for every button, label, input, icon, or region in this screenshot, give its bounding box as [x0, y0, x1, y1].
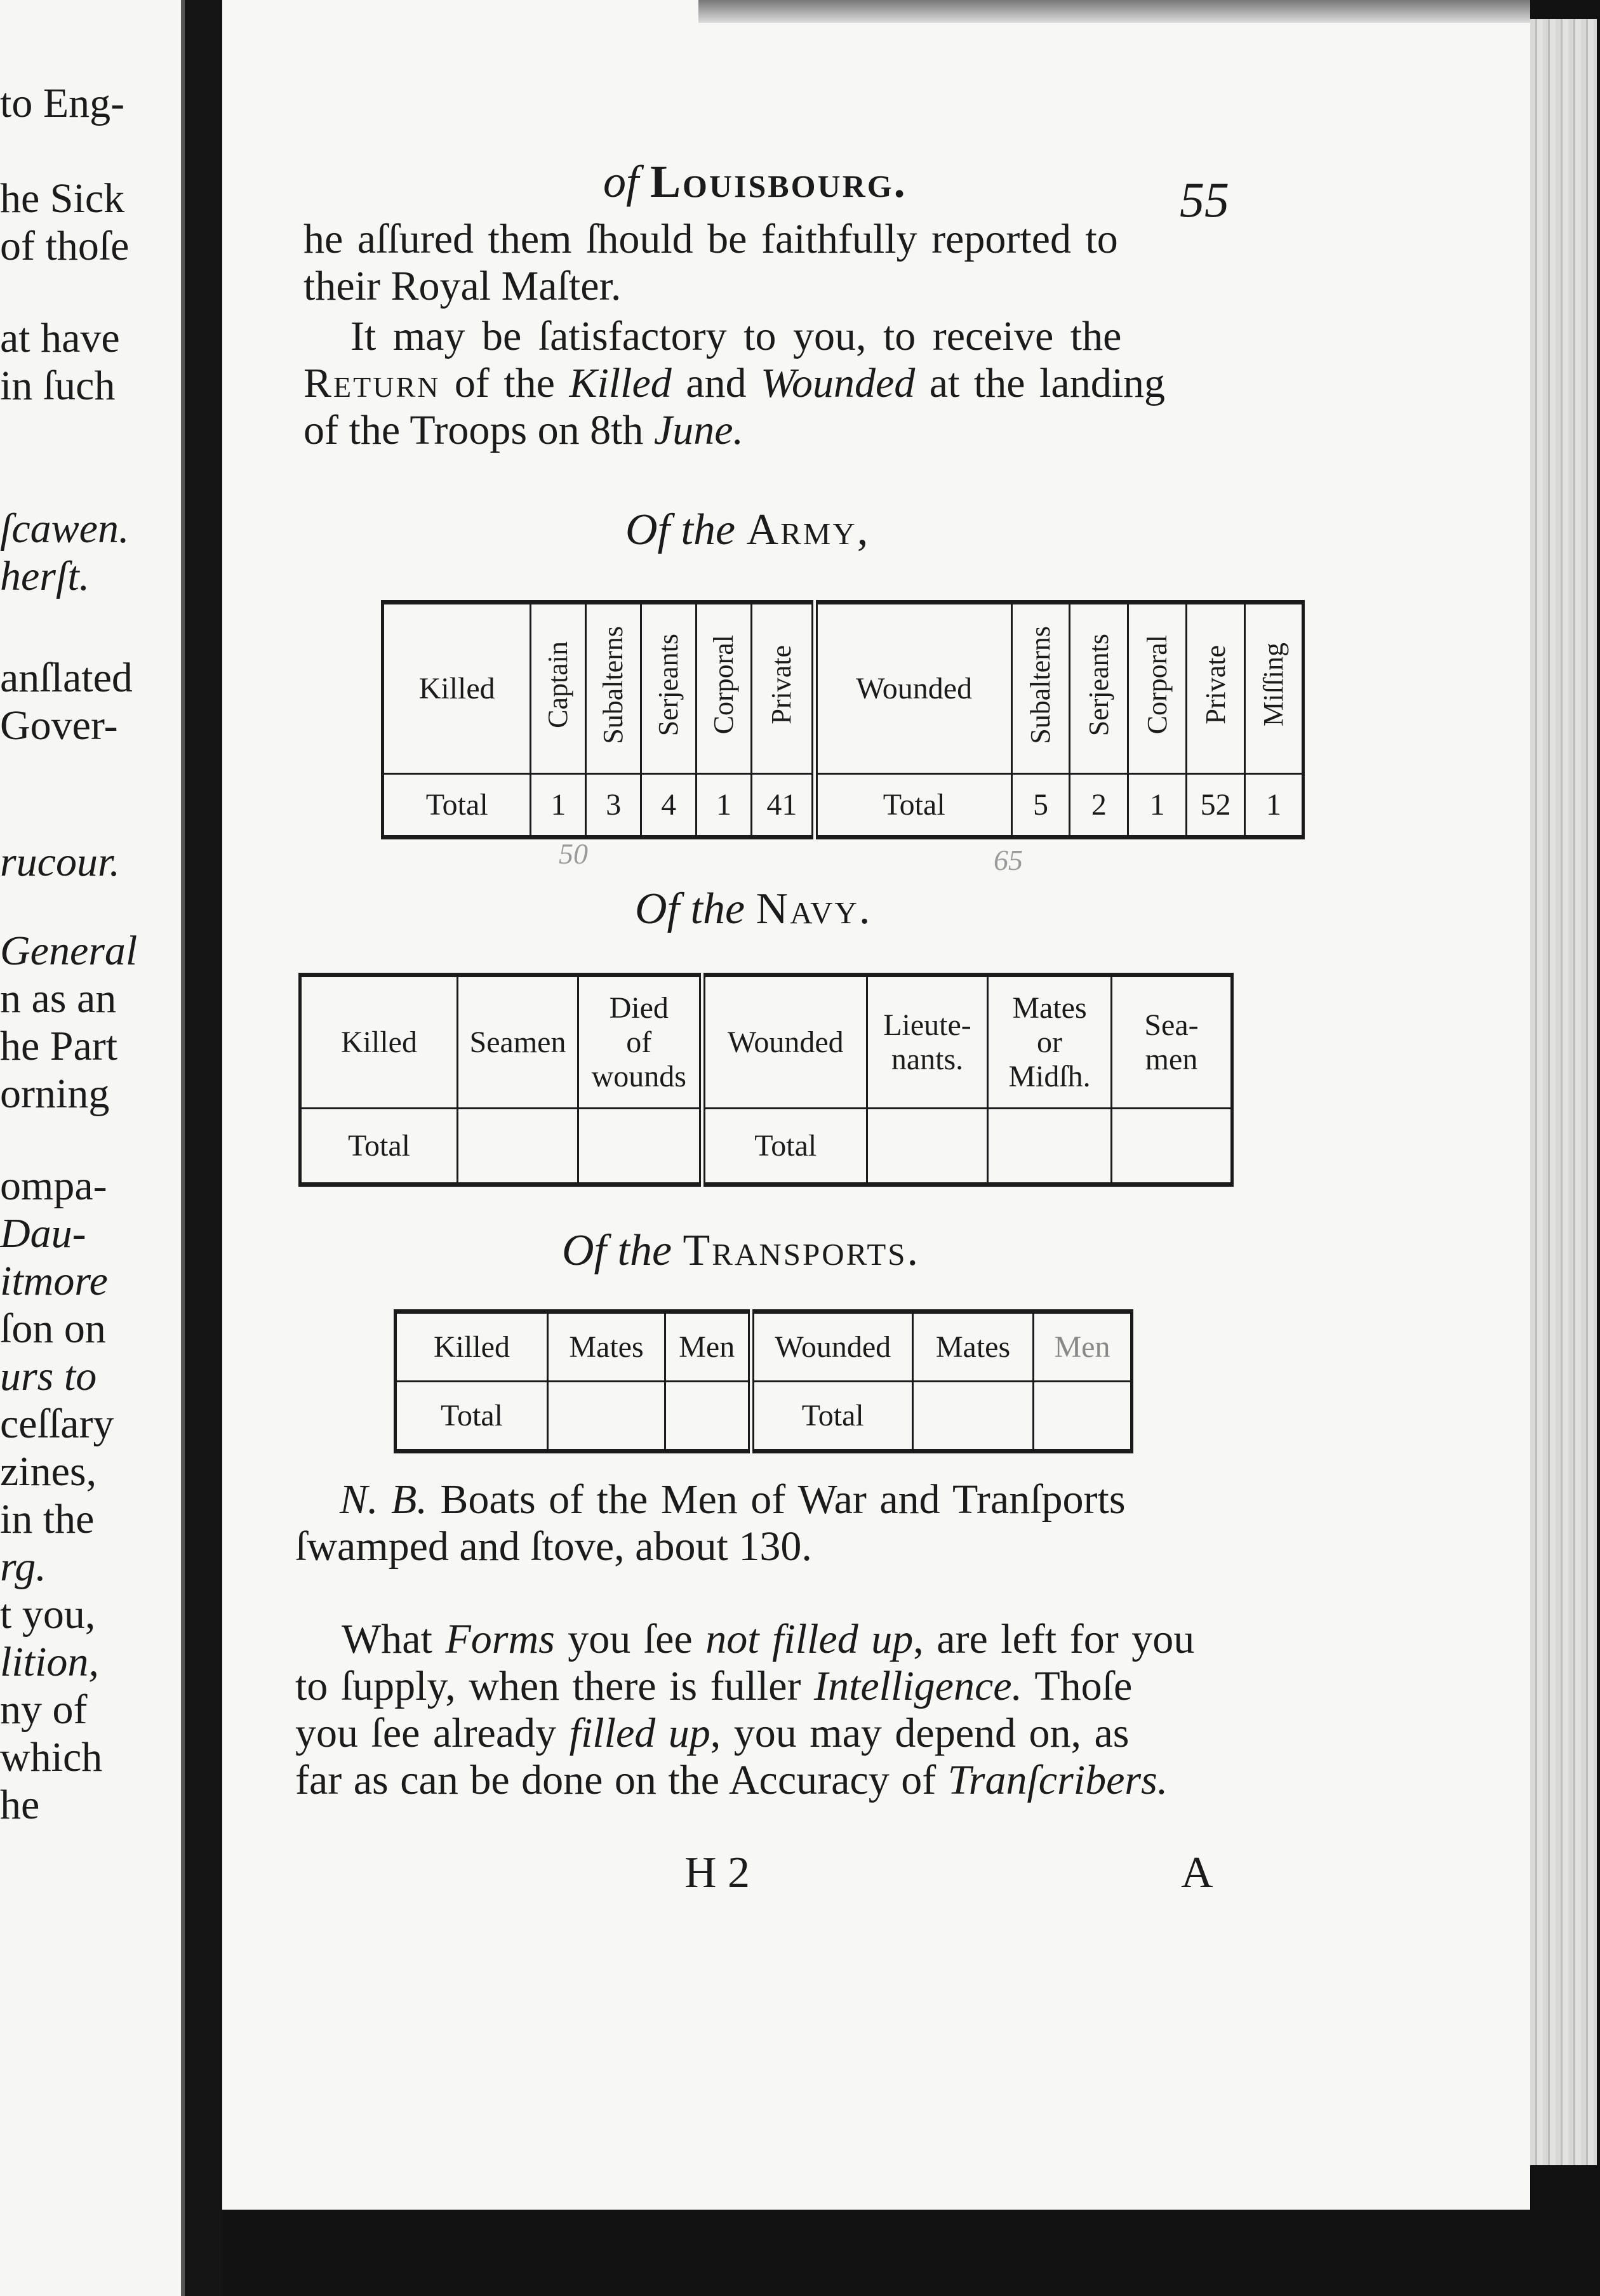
army-title-of: Of the	[625, 505, 736, 554]
book-gutter	[185, 0, 223, 2296]
transports-col-mates2: Mates	[913, 1312, 1034, 1382]
left-page-line: he	[0, 1782, 40, 1828]
left-page-line: he Sick	[0, 175, 125, 222]
right-page	[222, 0, 1530, 2210]
army-val-w-subalterns: 5	[1011, 774, 1070, 838]
navy-col-mates-l3: Midſh.	[1008, 1059, 1091, 1093]
army-wounded-total-label: Total	[815, 774, 1011, 838]
left-page-line: ompa-	[0, 1163, 107, 1209]
closing-line-3	[295, 1710, 1129, 1757]
army-col-serjeants	[641, 603, 697, 774]
navy-col-mates-l1: Mates	[1012, 991, 1087, 1025]
nb-label: N. B.	[340, 1476, 427, 1523]
navy-title	[635, 884, 872, 935]
return-word: Return	[303, 360, 441, 406]
transports-total-label: Total	[396, 1382, 548, 1452]
army-killed-total-label: Total	[383, 774, 531, 838]
navy-col-seamen2-l2: men	[1145, 1042, 1198, 1076]
left-page-line: anſlated	[0, 655, 133, 701]
left-page-line: which	[0, 1734, 103, 1780]
navy-col-seamen2-l1: Sea-	[1144, 1008, 1199, 1042]
page-number: 55	[1180, 172, 1229, 227]
left-page	[0, 0, 185, 2296]
navy-col-died	[578, 975, 702, 1109]
army-val-captain: 1	[531, 774, 586, 838]
page-top-shadow	[698, 0, 1530, 23]
left-page-line: General	[0, 928, 138, 974]
left-page-line: at have	[0, 315, 120, 361]
army-col-w-serjeants-label: Serjeants	[1083, 633, 1114, 737]
nb-line-1	[340, 1476, 1126, 1523]
navy-col-mates	[988, 975, 1112, 1109]
transports-table	[394, 1309, 1133, 1453]
army-table	[381, 600, 1305, 839]
navy-col-seamen2	[1112, 975, 1232, 1109]
body-line-2: their Royal Maſter.	[303, 263, 622, 309]
handwritten-note-killed: 50	[559, 838, 588, 870]
navy-col-lieutenants	[867, 975, 988, 1109]
closing-l1-d: not filled up	[705, 1616, 914, 1662]
army-col-w-subalterns-label: Subalterns	[1025, 625, 1057, 744]
handwritten-note-wounded: 65	[994, 844, 1023, 876]
body-line-4d: and	[671, 360, 761, 406]
army-col-w-corporal	[1128, 603, 1187, 774]
navy-title-word: Navy.	[756, 884, 872, 933]
navy-total-seamen2	[1112, 1109, 1232, 1185]
body-line-3: It may be ſatisfactory to you, to receive the	[350, 313, 1122, 359]
body-line-5a: of the Troops on 8th	[303, 407, 654, 453]
left-page-line: he Part	[0, 1023, 118, 1069]
army-val-subalterns: 3	[586, 774, 641, 838]
army-col-subalterns	[586, 603, 641, 774]
nb-line-1-text: Boats of the Men of War and Tranſports	[427, 1476, 1126, 1523]
army-col-captain	[531, 603, 586, 774]
army-col-w-subalterns	[1011, 603, 1070, 774]
army-col-private	[751, 603, 814, 774]
body-line-1: he aſſured them ſhould be faithfully reported to	[303, 216, 1118, 262]
closing-l4-a: far as can be done on the Accuracy of	[295, 1757, 948, 1803]
closing-l2-b: Intelligence.	[814, 1663, 1023, 1709]
closing-l4-b: Tranſcribers.	[947, 1757, 1168, 1803]
closing-l3-a: you ſee already	[295, 1710, 570, 1756]
left-page-line: rucour.	[0, 839, 120, 885]
army-killed-label: Killed	[383, 603, 531, 774]
army-title	[625, 505, 870, 556]
navy-wounded-total-label: Total	[702, 1109, 867, 1185]
navy-table	[298, 973, 1234, 1187]
navy-col-mates-l2: or	[1037, 1025, 1062, 1059]
transports-killed-label: Killed	[396, 1312, 548, 1382]
navy-col-died-l2: of	[626, 1025, 652, 1059]
transports-total-mates	[548, 1382, 665, 1452]
army-col-w-missing-label: Miſſing	[1258, 643, 1290, 727]
navy-col-lieut-l2: nants.	[891, 1042, 964, 1076]
army-col-subalterns-label: Subalterns	[597, 625, 629, 744]
army-val-w-missing: 1	[1245, 774, 1303, 838]
left-page-line: ſcawen.	[0, 505, 130, 552]
closing-l3-b: filled up	[569, 1710, 710, 1756]
left-page-line: itmore	[0, 1258, 108, 1304]
transports-total-men	[665, 1382, 751, 1452]
closing-l1-b: Forms	[445, 1616, 555, 1662]
closing-l1-c: you ſee	[554, 1616, 706, 1662]
left-page-line: ſon on	[0, 1305, 106, 1352]
army-title-word: Army,	[746, 505, 870, 554]
closing-l2-a: to ſupply, when there is fuller	[295, 1663, 815, 1709]
killed-word: Killed	[569, 360, 672, 406]
army-col-serjeants-label: Serjeants	[653, 633, 684, 737]
closing-l2-c: Thoſe	[1022, 1663, 1133, 1709]
army-wounded-label: Wounded	[815, 603, 1011, 774]
army-col-w-serjeants	[1070, 603, 1128, 774]
left-page-line: in ſuch	[0, 363, 116, 409]
left-page-line: of thoſe	[0, 223, 130, 269]
running-head-of: of	[603, 156, 639, 207]
left-page-line: rg.	[0, 1544, 46, 1590]
june-word: June.	[653, 407, 744, 453]
transports-total-men2	[1034, 1382, 1132, 1452]
left-page-line: in the	[0, 1496, 95, 1542]
left-page-line: zines,	[0, 1448, 97, 1495]
closing-l1-e: , are left for you	[913, 1616, 1195, 1662]
navy-killed-label: Killed	[300, 975, 458, 1109]
left-page-line: ny of	[0, 1686, 88, 1733]
navy-col-died-l3: wounds	[591, 1059, 686, 1093]
navy-total-seamen	[458, 1109, 578, 1185]
left-page-line: t you,	[0, 1591, 96, 1638]
army-col-w-private-label: Private	[1199, 645, 1231, 724]
left-page-line: Dau-	[0, 1210, 86, 1257]
navy-wounded-label: Wounded	[702, 975, 867, 1109]
running-head	[603, 156, 907, 208]
left-page-line: Gover-	[0, 702, 118, 749]
army-col-corporal	[697, 603, 752, 774]
transports-col-men: Men	[665, 1312, 751, 1382]
left-page-line: lition,	[0, 1639, 99, 1685]
army-val-corporal: 1	[697, 774, 752, 838]
navy-total-died	[578, 1109, 702, 1185]
signature-mark: H 2	[684, 1848, 750, 1897]
left-page-line: ceſſary	[0, 1401, 114, 1447]
transports-col-men2: Men	[1034, 1312, 1132, 1382]
left-page-line: n as an	[0, 975, 117, 1022]
navy-total-label: Total	[300, 1109, 458, 1185]
left-page-line: urs to	[0, 1353, 97, 1399]
navy-total-mates	[988, 1109, 1112, 1185]
army-val-serjeants: 4	[641, 774, 697, 838]
army-col-captain-label: Captain	[542, 641, 574, 728]
navy-title-of: Of the	[635, 884, 745, 933]
page-edges	[1530, 19, 1597, 2165]
left-page-line: herſt.	[0, 553, 90, 599]
transports-title-word: Transports.	[683, 1226, 921, 1275]
wounded-word: Wounded	[761, 360, 916, 406]
navy-total-lieut	[867, 1109, 988, 1185]
left-page-line: to Eng-	[0, 80, 125, 126]
nb-line-2: ſwamped and ſtove, about 130.	[295, 1523, 812, 1570]
army-col-corporal-label: Corporal	[707, 635, 739, 735]
closing-l3-c: , you may depend on, as	[710, 1710, 1130, 1756]
army-col-w-private	[1187, 603, 1245, 774]
closing-line-1	[342, 1616, 1194, 1663]
closing-line-2	[295, 1663, 1132, 1710]
army-col-w-corporal-label: Corporal	[1141, 635, 1173, 735]
body-line-5	[303, 407, 743, 454]
left-page-line: orning	[0, 1071, 110, 1117]
army-val-w-private: 52	[1187, 774, 1245, 838]
body-line-4f: at the landing	[915, 360, 1166, 406]
army-val-private: 41	[751, 774, 814, 838]
catchword: A	[1181, 1848, 1213, 1897]
running-title: Louisbourg.	[650, 156, 907, 207]
transports-col-mates: Mates	[548, 1312, 665, 1382]
army-col-private-label: Private	[766, 645, 797, 724]
transports-total-mates2	[913, 1382, 1034, 1452]
army-col-w-missing	[1245, 603, 1303, 774]
navy-col-seamen: Seamen	[458, 975, 578, 1109]
transports-title-of: Of the	[562, 1226, 672, 1275]
army-val-w-corporal: 1	[1128, 774, 1187, 838]
body-line-4b: of the	[440, 360, 570, 406]
closing-l1-a: What	[342, 1616, 446, 1662]
navy-col-lieut-l1: Lieute-	[883, 1008, 971, 1042]
closing-line-4	[295, 1757, 1168, 1804]
body-line-4	[303, 360, 1165, 407]
navy-col-died-l1: Died	[609, 991, 669, 1025]
army-val-w-serjeants: 2	[1070, 774, 1128, 838]
transports-wounded-total-label: Total	[751, 1382, 913, 1452]
transports-title	[562, 1225, 920, 1276]
transports-wounded-label: Wounded	[751, 1312, 913, 1382]
